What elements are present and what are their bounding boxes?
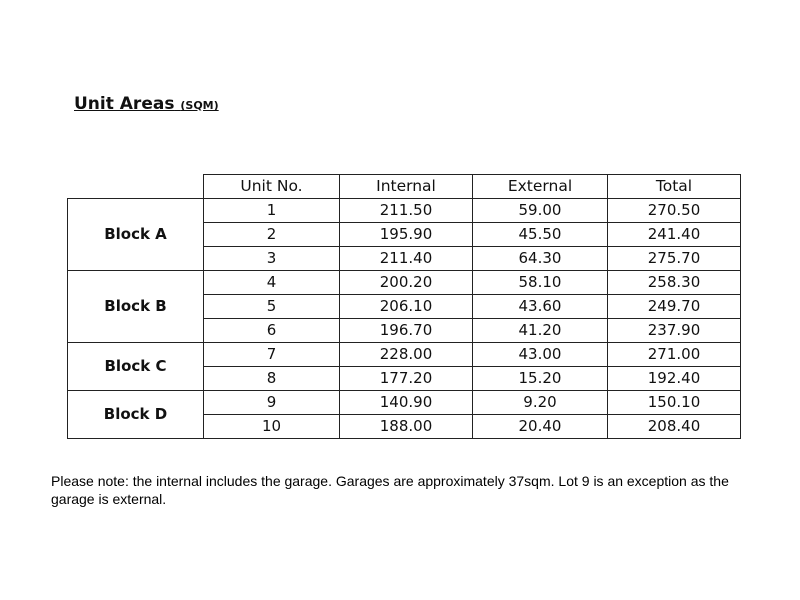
footnote: Please note: the internal includes the garage. Garages are approximately 37sqm. Lot 9 is an exception as the garage is external. bbox=[51, 473, 729, 507]
unit-no-cell: 2 bbox=[204, 223, 340, 247]
total-cell: 150.10 bbox=[608, 391, 741, 415]
external-cell: 43.60 bbox=[473, 295, 608, 319]
table-header-row bbox=[68, 175, 741, 199]
unit-no-cell: 6 bbox=[204, 319, 340, 343]
page-title bbox=[74, 94, 219, 114]
unit-no-cell: 9 bbox=[204, 391, 340, 415]
total-cell: 271.00 bbox=[608, 343, 741, 367]
external-cell: 59.00 bbox=[473, 199, 608, 223]
internal-cell: 206.10 bbox=[340, 295, 473, 319]
header-blank-cell bbox=[68, 175, 204, 199]
total-cell: 192.40 bbox=[608, 367, 741, 391]
internal-cell: 195.90 bbox=[340, 223, 473, 247]
external-cell: 15.20 bbox=[473, 367, 608, 391]
total-cell: 241.40 bbox=[608, 223, 741, 247]
external-cell: 43.00 bbox=[473, 343, 608, 367]
external-cell: 41.20 bbox=[473, 319, 608, 343]
unit-no-cell: 8 bbox=[204, 367, 340, 391]
external-cell: 20.40 bbox=[473, 415, 608, 439]
internal-cell: 211.50 bbox=[340, 199, 473, 223]
total-cell: 270.50 bbox=[608, 199, 741, 223]
title-unit: (SQM) bbox=[180, 99, 219, 112]
external-cell: 58.10 bbox=[473, 271, 608, 295]
unit-no-cell: 4 bbox=[204, 271, 340, 295]
table-row bbox=[68, 199, 741, 223]
external-cell: 9.20 bbox=[473, 391, 608, 415]
table-row bbox=[68, 271, 741, 295]
block-label: Block C bbox=[68, 343, 204, 391]
unit-no-cell: 10 bbox=[204, 415, 340, 439]
internal-cell: 211.40 bbox=[340, 247, 473, 271]
total-cell: 208.40 bbox=[608, 415, 741, 439]
internal-cell: 188.00 bbox=[340, 415, 473, 439]
total-cell: 258.30 bbox=[608, 271, 741, 295]
unit-areas-table bbox=[67, 174, 741, 439]
table-row bbox=[68, 343, 741, 367]
total-cell: 237.90 bbox=[608, 319, 741, 343]
unit-no-cell: 3 bbox=[204, 247, 340, 271]
header-internal: Internal bbox=[340, 175, 473, 199]
external-cell: 64.30 bbox=[473, 247, 608, 271]
internal-cell: 140.90 bbox=[340, 391, 473, 415]
internal-cell: 177.20 bbox=[340, 367, 473, 391]
total-cell: 249.70 bbox=[608, 295, 741, 319]
unit-no-cell: 1 bbox=[204, 199, 340, 223]
block-label: Block D bbox=[68, 391, 204, 439]
block-label: Block A bbox=[68, 199, 204, 271]
block-label: Block B bbox=[68, 271, 204, 343]
header-total: Total bbox=[608, 175, 741, 199]
table-row bbox=[68, 391, 741, 415]
header-unit-no: Unit No. bbox=[204, 175, 340, 199]
internal-cell: 228.00 bbox=[340, 343, 473, 367]
external-cell: 45.50 bbox=[473, 223, 608, 247]
internal-cell: 196.70 bbox=[340, 319, 473, 343]
header-external: External bbox=[473, 175, 608, 199]
unit-no-cell: 7 bbox=[204, 343, 340, 367]
title-text: Unit Areas bbox=[74, 94, 175, 114]
total-cell: 275.70 bbox=[608, 247, 741, 271]
internal-cell: 200.20 bbox=[340, 271, 473, 295]
unit-no-cell: 5 bbox=[204, 295, 340, 319]
